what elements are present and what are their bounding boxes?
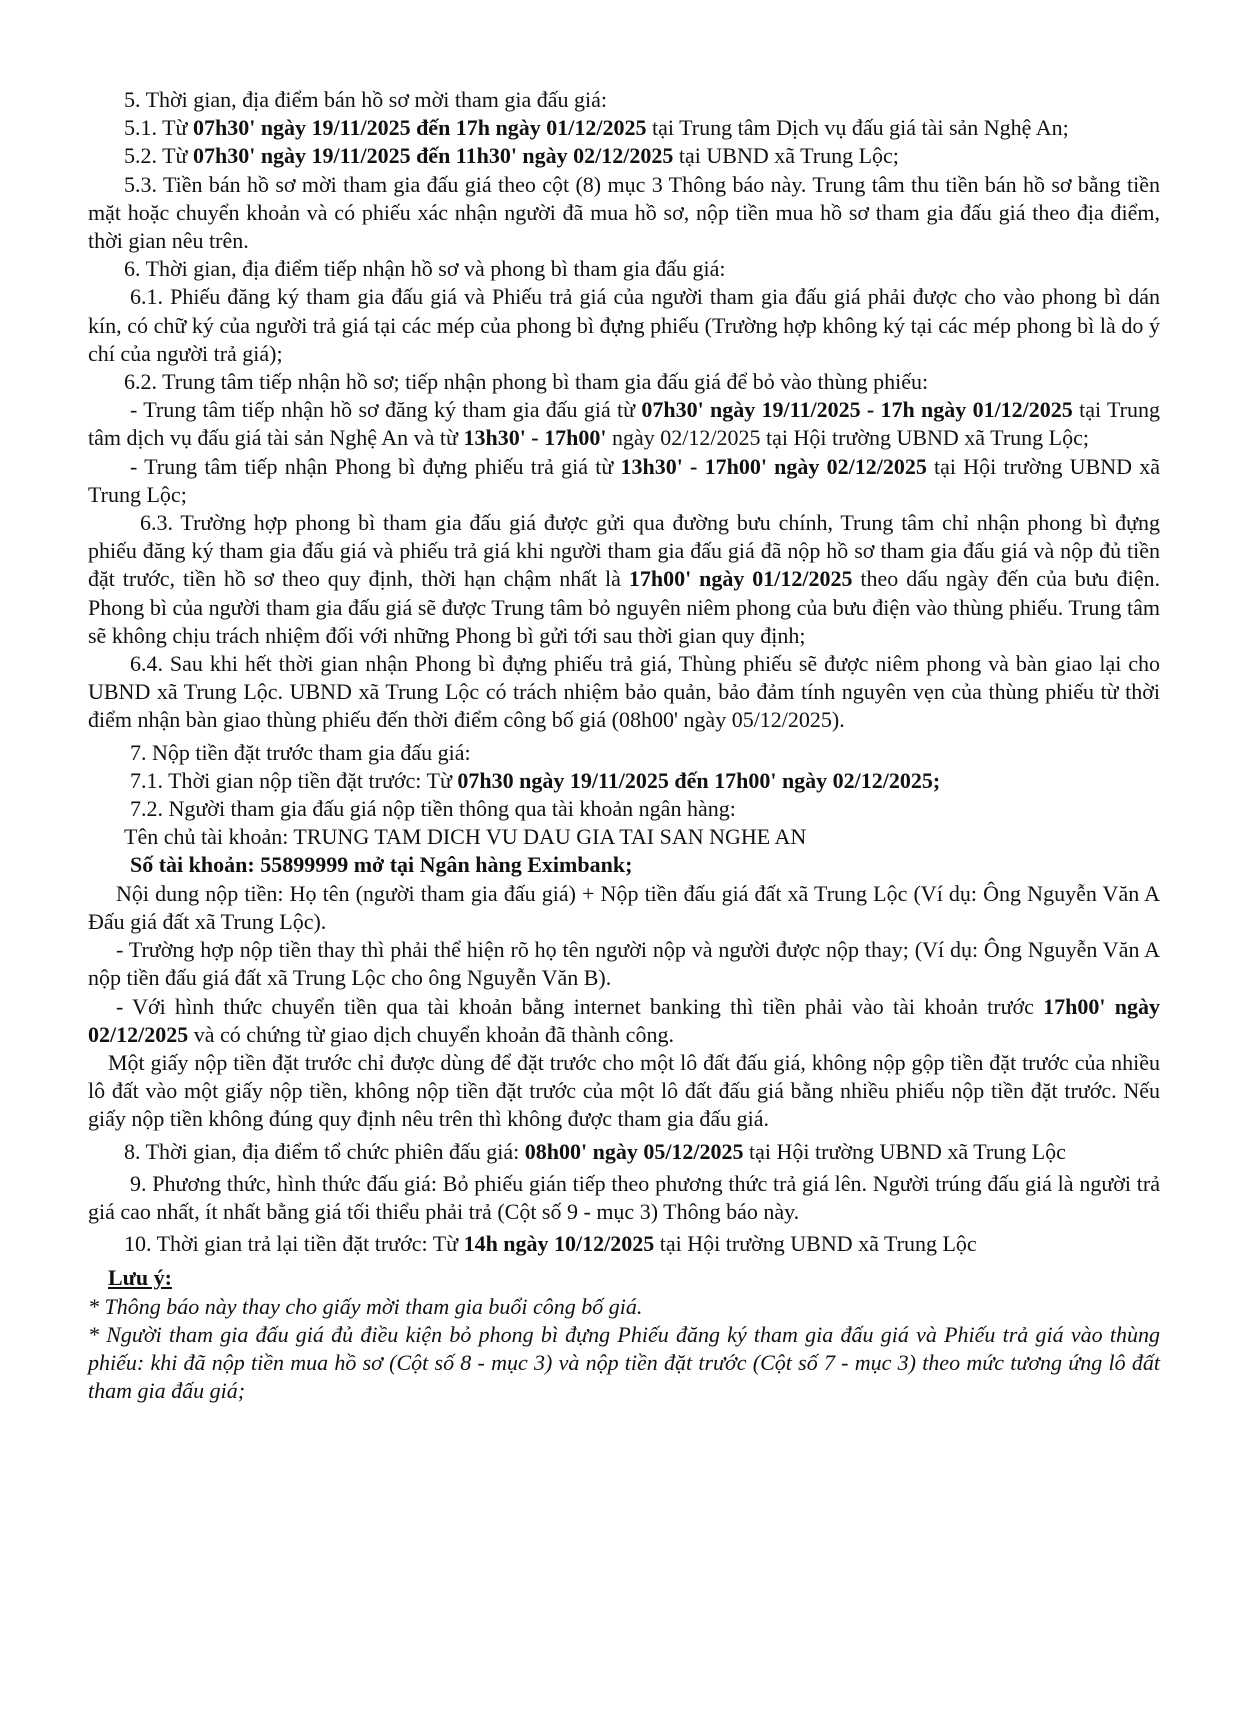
section-6-heading: 6. Thời gian, địa điểm tiếp nhận hồ sơ và phong bì tham gia đấu giá: xyxy=(124,256,726,282)
text: tại Trung tâm Dịch vụ đấu giá tài sản Nghệ An; xyxy=(646,115,1069,141)
text: 7.1. Thời gian nộp tiền đặt trước: Từ xyxy=(130,767,458,793)
section-5-2 xyxy=(88,142,1160,170)
section-6-2: 6.2. Trung tâm tiếp nhận hồ sơ; tiếp nhận phong bì tham gia đấu giá để bỏ vào thùng phiếu: xyxy=(124,369,929,395)
text: - Trung tâm tiếp nhận hồ sơ đăng ký tham gia đấu giá từ xyxy=(130,397,642,423)
section-6-2-b xyxy=(88,453,1160,509)
text: 5.2. Từ xyxy=(124,143,193,169)
emphasis: 08h00' ngày 05/12/2025 xyxy=(524,1138,744,1164)
emphasis: 07h30' ngày 19/11/2025 đến 11h30' ngày 02/12/2025 xyxy=(192,143,674,169)
text: - Trung tâm tiếp nhận Phong bì đựng phiếu trả giá từ xyxy=(130,453,621,479)
payment-content: Nội dung nộp tiền: Họ tên (người tham gia đấu giá) + Nộp tiền đấu giá đất xã Trung Lộc (Ví dụ: Ông Nguyễn Văn A Đấu giá đất xã Trung Lộc). xyxy=(88,880,1160,934)
notes-title: Lưu ý: xyxy=(108,1265,172,1291)
emphasis: 17h00' ngày 02/12/2025 xyxy=(88,993,1160,1047)
text: tại Hội trường UBND xã Trung Lộc xyxy=(654,1231,977,1257)
emphasis: 07h30 ngày 19/11/2025 đến 17h00' ngày 02/12/2025; xyxy=(457,767,941,793)
section-10 xyxy=(88,1230,1160,1258)
text: 8. Thời gian, địa điểm tổ chức phiên đấu giá: xyxy=(124,1138,525,1164)
one-slip-rule: Một giấy nộp tiền đặt trước chỉ được dùng để đặt trước cho một lô đất đấu giá, không nộp gộp tiền đặt trước của nhiều lô đất vào một giấy nộp tiền, không nộp tiền đặt trước của một lô đất đấu giá bằng nhiều phiếu nộp tiền đặt trước. Nếu giấy nộp tiền không đúng quy định nêu trên thì không được tham gia đấu giá. xyxy=(88,1049,1160,1132)
note-2: * Người tham gia đấu giá đủ điều kiện bỏ phong bì đựng Phiếu đăng ký tham gia đấu giá và Phiếu trả giá vào thùng phiếu: khi đã nộp tiền mua hồ sơ (Cột số 8 - mục 3) và nộp tiền đặt trước (Cột số 7 - mục 3) theo mức tương ứng lô đất tham gia đấu giá; xyxy=(88,1321,1160,1404)
section-6-1: 6.1. Phiếu đăng ký tham gia đấu giá và Phiếu trả giá của người tham gia đấu giá phải được cho vào phong bì dán kín, có chữ ký của người trả giá tại các mép của phong bì đựng phiếu (Trường hợp không ký tại các mép phong bì là do ý chí của người trả giá); xyxy=(88,284,1160,366)
section-7-heading: 7. Nộp tiền đặt trước tham gia đấu giá: xyxy=(130,739,471,765)
text: và có chứng từ giao dịch chuyển khoản đã thành công. xyxy=(188,1021,674,1047)
text: tại Trung tâm dịch vụ đấu giá tài sản Nghệ An và từ xyxy=(88,397,1160,451)
section-5-1 xyxy=(88,114,1160,142)
text: tại UBND xã Trung Lộc; xyxy=(673,143,899,169)
text: theo dấu ngày đến của bưu điện. Phong bì của người tham gia đấu giá sẽ được Trung tâm bỏ nguyên niêm phong của bưu điện vào thùng phiếu. Trung tâm sẽ không chịu trách nhiệm đối với những Phong bì gửi tới sau thời gian quy định; xyxy=(88,566,1160,648)
section-6-3 xyxy=(88,509,1160,650)
emphasis: Số tài khoản: 55899999 mở tại Ngân hàng Eximbank; xyxy=(130,852,633,878)
account-number xyxy=(88,851,1160,879)
section-8 xyxy=(88,1138,1160,1166)
section-6-4: 6.4. Sau khi hết thời gian nhận Phong bì đựng phiếu trả giá, Thùng phiếu sẽ được niêm phong và bàn giao lại cho UBND xã Trung Lộc. UBND xã Trung Lộc có trách nhiệm bảo quản, bảo đảm tính nguyên vẹn của thùng phiếu từ thời điểm nhận bàn giao thùng phiếu đến thời điểm công bố giá (08h00' ngày 05/12/2025). xyxy=(88,651,1160,733)
emphasis: 13h30' - 17h00' xyxy=(463,425,607,451)
emphasis: 14h ngày 10/12/2025 xyxy=(463,1231,655,1257)
text: 5.1. Từ xyxy=(124,115,193,141)
section-9: 9. Phương thức, hình thức đấu giá: Bỏ phiếu gián tiếp theo phương thức trả giá lên. Người trúng đấu giá là người trả giá cao nhất, ít nhất bằng giá tối thiểu phải trả (Cột số 9 - mục 3) Thông báo này. xyxy=(88,1170,1160,1224)
emphasis: 17h00' ngày 01/12/2025 xyxy=(628,566,853,592)
section-5-heading: 5. Thời gian, địa điểm bán hồ sơ mời tham gia đấu giá: xyxy=(124,87,607,112)
section-7-1 xyxy=(88,767,1160,795)
text: - Với hình thức chuyển tiền qua tài khoản bằng internet banking thì tiền phải vào tài khoản trước xyxy=(116,993,1044,1019)
section-5-3: 5.3. Tiền bán hồ sơ mời tham gia đấu giá theo cột (8) mục 3 Thông báo này. Trung tâm thu tiền bán hồ sơ bằng tiền mặt hoặc chuyển khoản và có phiếu xác nhận người đã mua hồ sơ, nộp tiền mua hồ sơ tham gia đấu giá theo địa điểm, thời gian nêu trên. xyxy=(88,171,1160,254)
emphasis: 13h30' - 17h00' ngày 02/12/2025 xyxy=(620,453,927,479)
text: 6.3. Trường hợp phong bì tham gia đấu giá được gửi qua đường bưu chính, Trung tâm chỉ nhận phong bì đựng phiếu đăng ký tham gia đấu giá và phiếu trả giá khi người tham gia đấu giá đã nộp hồ sơ tham gia đấu giá và nộp đủ tiền đặt trước, tiền hồ sơ theo quy định, thời hạn chậm nhất là xyxy=(88,510,1160,592)
note-1: * Thông báo này thay cho giấy mời tham gia buổi công bố giá. xyxy=(88,1293,643,1319)
text: tại Hội trường UBND xã Trung Lộc xyxy=(743,1138,1066,1164)
emphasis: 07h30' ngày 19/11/2025 - 17h ngày 01/12/2025 xyxy=(641,397,1073,423)
emphasis: 07h30' ngày 19/11/2025 đến 17h ngày 01/12/2025 xyxy=(192,115,647,141)
section-7-2: 7.2. Người tham gia đấu giá nộp tiền thông qua tài khoản ngân hàng: xyxy=(130,796,736,822)
section-6-2-a xyxy=(88,396,1160,452)
text: ngày 02/12/2025 tại Hội trường UBND xã Trung Lộc; xyxy=(606,425,1089,451)
internet-banking xyxy=(88,993,1160,1049)
account-name: Tên chủ tài khoản: TRUNG TAM DICH VU DAU GIA TAI SAN NGHE AN xyxy=(124,824,807,850)
text: 10. Thời gian trả lại tiền đặt trước: Từ xyxy=(124,1231,464,1257)
text: tại Hội trường UBND xã Trung Lộc; xyxy=(88,453,1160,507)
proxy-payment: - Trường hợp nộp tiền thay thì phải thể hiện rõ họ tên người nộp và người được nộp thay; (Ví dụ: Ông Nguyễn Văn A nộp tiền đấu giá đất xã Trung Lộc cho ông Nguyễn Văn B). xyxy=(88,937,1160,991)
